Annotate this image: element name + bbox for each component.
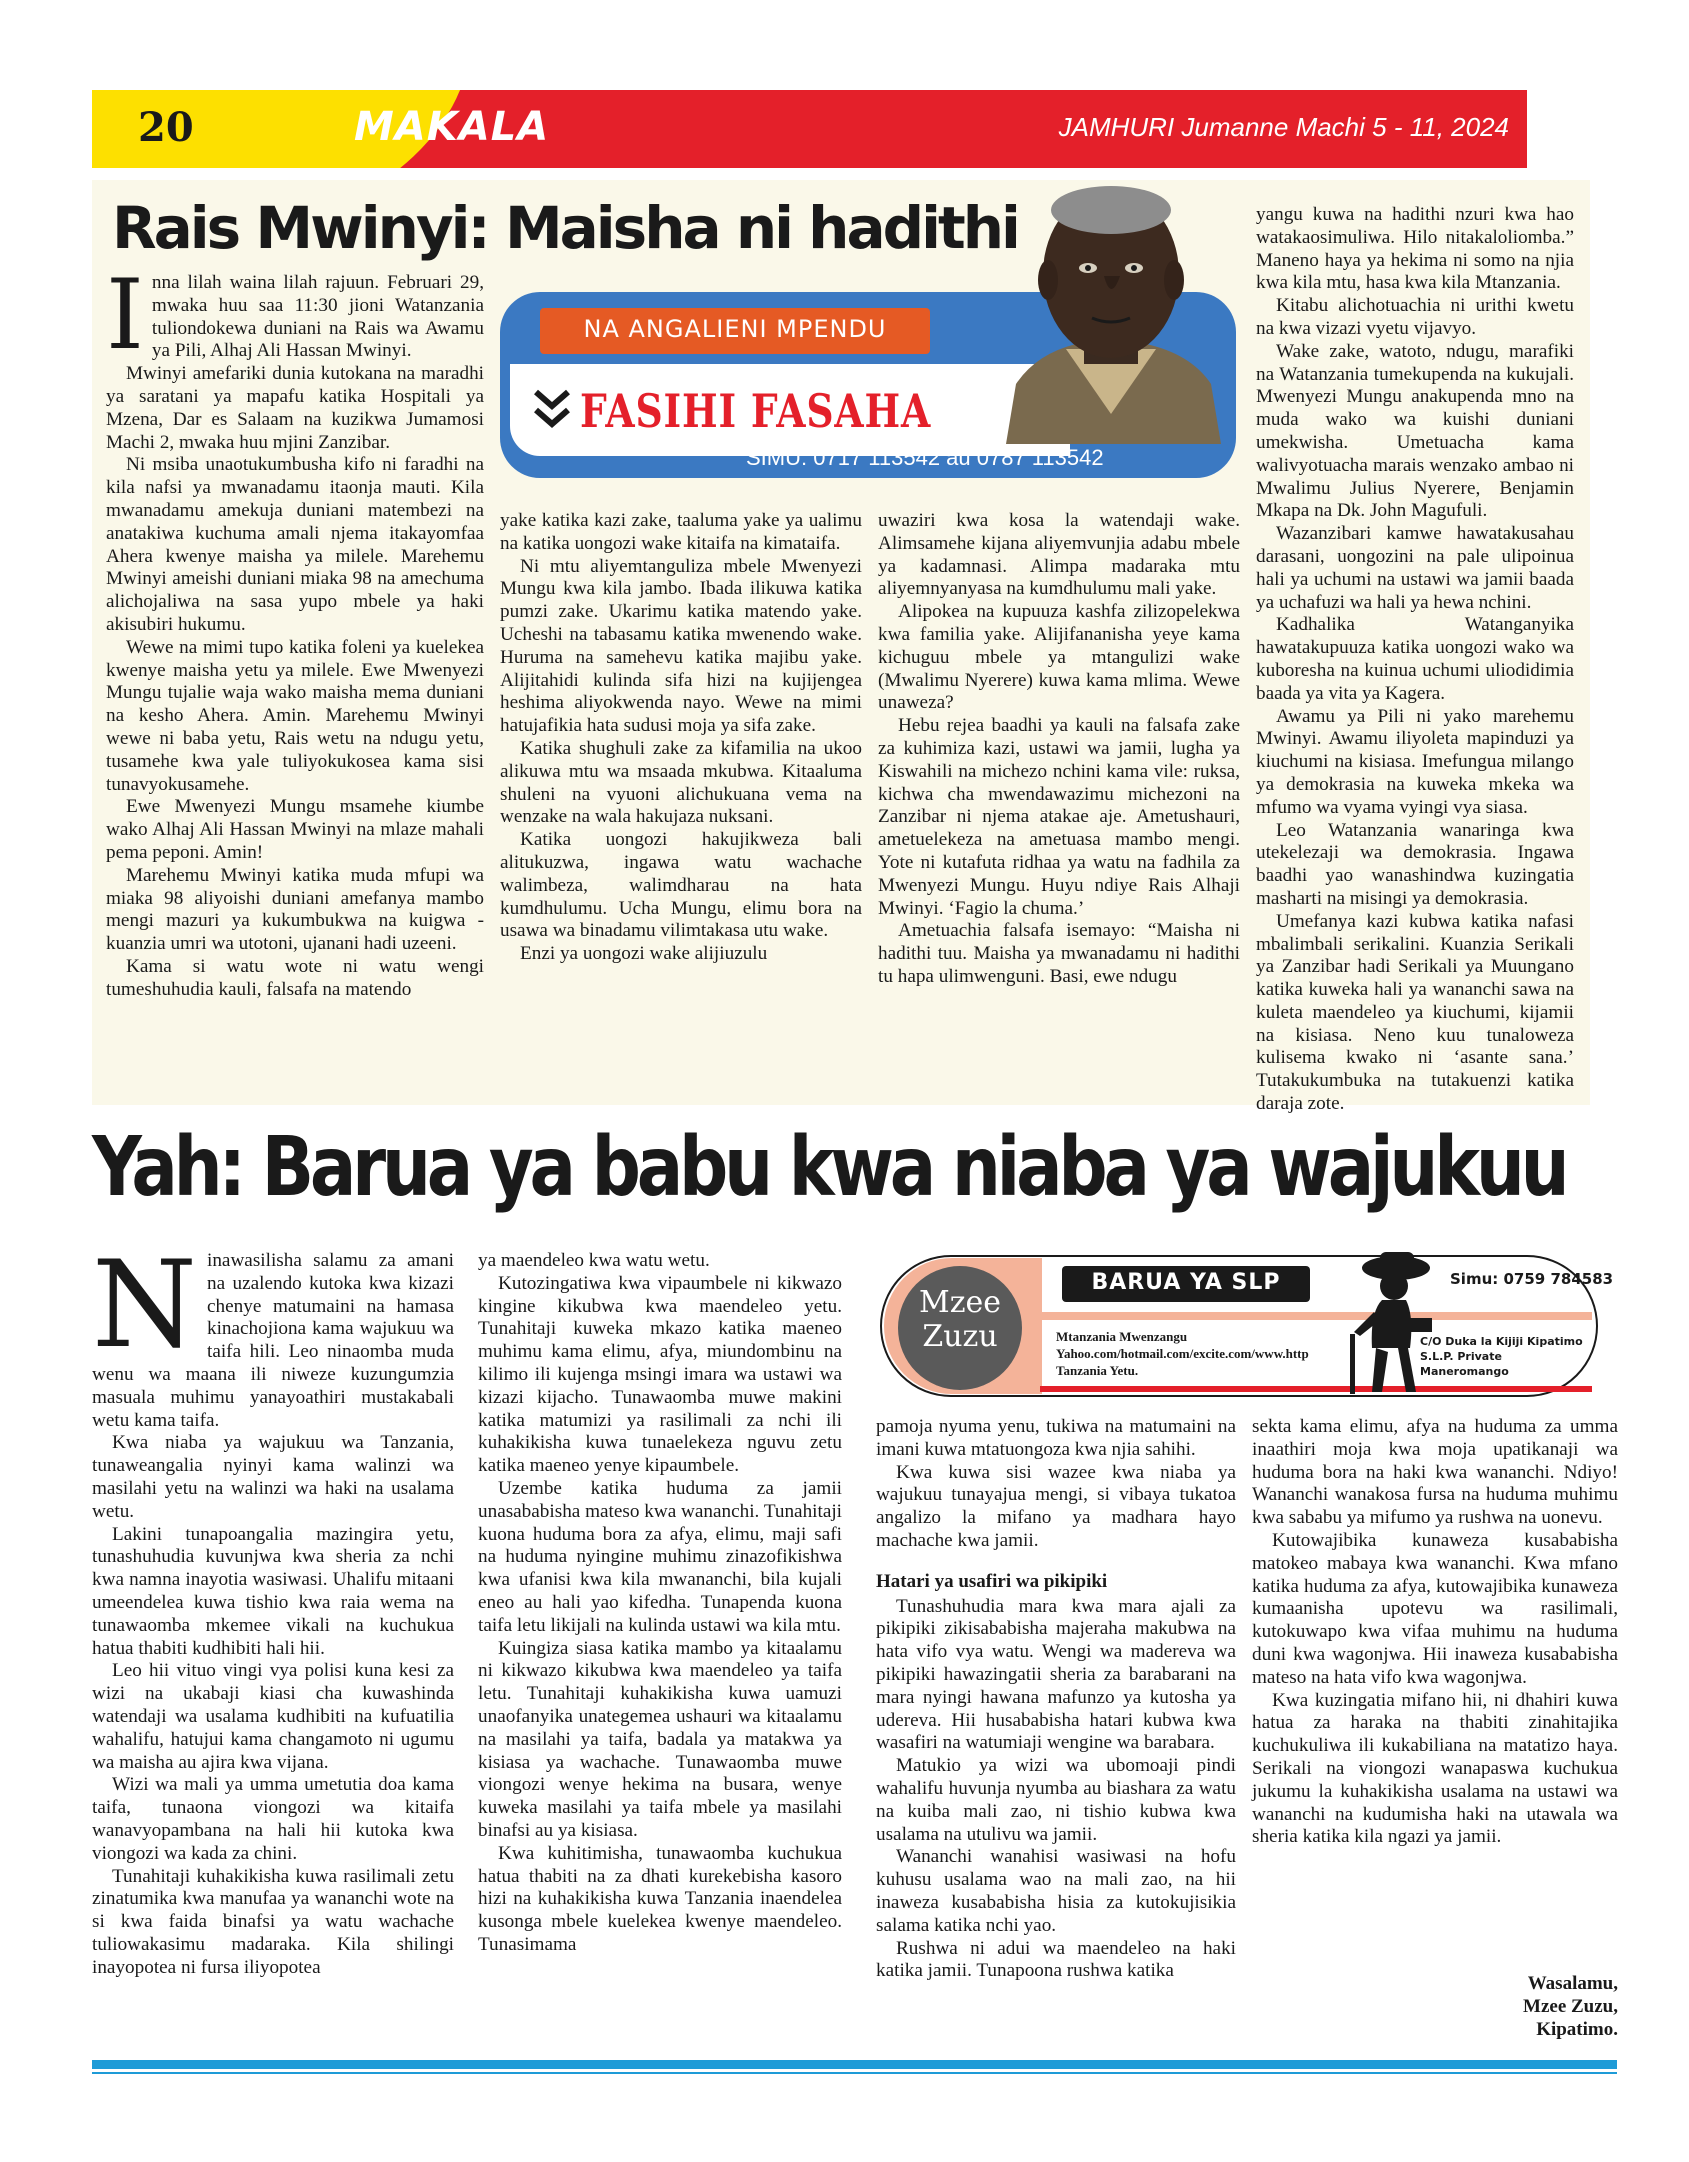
paragraph: Wizi wa mali ya umma umetutia doa kama taifa, tunaona viongozi wa kitaifa wanavyopambana na hali hii kutoka kwa viongozi wa kada za chini. <box>92 1774 454 1864</box>
paragraph: uwaziri kwa kosa la watendaji wake. Alimsamehe kijana aliyemvunjia adabu mbele ya kadamnasi. Alimpa madaraka mtu aliyemnyanyasa na kumdhulumu mali yake. <box>878 510 1240 600</box>
slp-address-right <box>1420 1334 1583 1379</box>
byline-box <box>540 308 930 354</box>
address-line: C/O Duka la Kijiji Kipatimo <box>1420 1335 1583 1348</box>
paragraph: Uzembe katika huduma za jamii unasababisha mateso kwa wananchi. Tunahitaji kuona huduma bora za afya, elimu, maji safi na huduma nyingine muhimu zinazofikishwa kwa ufanisi kwa kila mwananchi, bila kujali eneo au hali yao kifedha. Tunapenda kuona taifa letu likijali na kulinda ustawi wa kila mtu. <box>478 1477 842 1636</box>
column-name: FASIHI FASAHA <box>580 384 932 438</box>
paragraph: Leo hii vituo vingi vya polisi kuna kesi za wizi na ukabaji kiasi cha kuwashinda watendaji wa usalama kudhibiti na kufuatilia wahalifu, hatujui kama changamoto ni ugumu wa maisha au ajira kwa vijana. <box>92 1660 454 1773</box>
signoff-line: Kipatimo. <box>1536 2019 1618 2040</box>
paragraph: Umefanya kazi kubwa katika nafasi mbalimbali serikalini. Kuanzia Serikali ya Zanzibar hadi Serikali ya Muungano katika kuweka hali ya wananchi sawa na kuleta maendeleo ya kiuchumi, kijamii na kisiasa. Neno kuu tunaloweza kulisema kwako ni ‘asante sana.’ Tutakukumbuka na tutakuenzi katika daraja zote. <box>1256 910 1574 1115</box>
paragraph: pamoja nyuma yenu, tukiwa na matumaini na imani kuwa mtatuongoza kwa njia sahihi. <box>876 1416 1236 1460</box>
paragraph: Ni msiba unaotukumbusha kifo ni faradhi na kila nafsi ya mwanadamu itaonja mauti. Kila mwanadamu amekuja duniani matembezi na anatakiwa kuchuma amali njema itakayomfaa Ahera kwenye maisha ya milele. Marehemu Mwinyi ameishi duniani miaka 98 na amechuma alichojaliwa na sasa yupo mbele ya haki akisubiri hukumu. <box>106 454 484 635</box>
drop-cap: I <box>106 259 144 371</box>
article-column-2 <box>500 510 862 966</box>
address-line: Maneromango <box>1420 1365 1509 1378</box>
paragraph: Rushwa ni adui wa maendeleo na haki katika jamii. Tunapoona rushwa katika <box>876 1937 1236 1982</box>
signoff-line: Wasalamu, <box>1527 1973 1618 1994</box>
paragraph: Kwa kuwa sisi wazee kwa niaba ya wajukuu tunayajua mengi, si vibaya tukatoa angalizo la mifano ya madhara hayo machache kwa jamii. <box>876 1461 1236 1551</box>
subheading: Hatari ya usafiri wa pikipiki <box>876 1570 1108 1592</box>
signoff <box>1440 1972 1618 2041</box>
paragraph: Alipokea na kupuuza kashfa zilizopelekwa kwa familia yake. Alijifananisha yeye kama kichuguu mbele ya mtangulizi wake (Mwalimu Nyerere) kuwa kama mlima. Wewe unaweza? <box>878 601 1240 714</box>
article-headline: Rais Mwinyi: Maisha ni hadithi <box>112 194 1018 262</box>
article-rais-mwinyi <box>92 180 1590 1115</box>
chevron-down-icon <box>534 388 570 432</box>
signoff-line: Mzee Zuzu, <box>1523 1996 1618 2017</box>
article-column-1 <box>106 259 484 1002</box>
paragraph: Katika uongozi hakujikweza bali alitukuzwa, ingawa watu wachache walimbeza, walimdharau na hata kumdhulumu. Ucha Mungu, elimu bora na usawa wa binadamu vilimtakasa utu wake. <box>500 829 862 942</box>
paragraph: Kwa niaba ya wajukuu wa Tanzania, tunaweangalia nyinyi kama walinzi wa masilahi yetu na walinzi wa haki na usalama wetu. <box>92 1432 454 1522</box>
paragraph: Kutowajibika kunaweza kusababisha matokeo mabaya kwa wananchi. Kwa mfano katika huduma za afya, kutowajibika kunaweza kumaanisha upotevu wa rasilimali, kutokuwapo kwa vifaa muhimu na huduma duni kwa wagonjwa. Hii inaweza kusababisha mateso na hata vifo kwa wagonjwa. <box>1252 1529 1618 1688</box>
paragraph: Kadhalika Watanganyika hawatakupuuza katika uongozi wako wa kuboresha na kuinua uchumi uliodidimia baada ya vita ya Kagera. <box>1256 614 1574 704</box>
mzee-line-1: Mzee <box>918 1285 1002 1320</box>
paragraph: Kutozingatiwa kwa vipaumbele ni kikwazo kingine kikubwa kwa maendeleo yetu. Tunahitaji kuweka mkazo katika maeneo muhimu kama elimu, afya, miundombinu na kilimo ili kujenga msingi imara wa ustawi wa kizazi kijacho. Tunawaomba muwe makini katika matumizi ya rasilimali za nchi ili kuhakikisha kuwa tunaelekeza nguvu zetu katika maeneo yenye kipaumbele. <box>478 1272 842 1477</box>
paragraph: inawasilisha salamu za amani na uzalendo kutoka kwa kizazi chenye matumaini na hamasa kinachojiona kama wajukuu wa taifa hili. Leo ninaomba muda wenu wa maana ili niweze kuzungumzia masuala muhimu yanayoathiri mustakabali wetu kama taifa. <box>92 1250 454 1431</box>
paragraph: Katika shughuli zake za kifamilia na ukoo alikuwa mtu wa msaada mkubwa. Kitaaluma shuleni na vyuoni alichukuana vema na wenzake na wala hakujaza nuksani. <box>500 737 862 828</box>
paragraph: Ni mtu aliyemtanguliza mbele Mwenyezi Mungu kwa kila jambo. Ibada ilikuwa katika pumzi zake. Ukarimu katika matendo yake. Ucheshi na tabasamu katika mwenendo wake. Huruma na samehevu katika majibu yake. Alijitahidi kulinda sifa hizi na kujijengea heshima aliyokwenda nayo. Wewe na mimi hatujafikia hata sudusi moja ya sifa zake. <box>500 555 862 737</box>
dateline: JAMHURI Jumanne Machi 5 - 11, 2024 <box>1058 112 1509 142</box>
paragraph: Kitabu alichotuachia ni urithi kwetu na kwa vizazi vyetu vijavyo. <box>1256 295 1574 339</box>
footer-rule-thin <box>92 2072 1617 2074</box>
paragraph: sekta kama elimu, afya na huduma za umma inaathiri moja kwa moja upatikanaji wa huduma bora na haki kwa wananchi. Ndiyo! Wananchi wanakosa fursa na huduma muhimu kwa sababu ya mifumo ya rushwa na uonevu. <box>1252 1416 1618 1529</box>
address-line: S.L.P. Private <box>1420 1350 1502 1363</box>
paragraph: Wazanzibari kamwe hawatakusahau darasani, uongozini na pale ulipoinua hali ya uchumi na ustawi wa jamii baada ya uchafuzi wa hali ya hewa nchini. <box>1256 523 1574 613</box>
page-header <box>92 90 1527 168</box>
address-line: Yahoo.com/hotmail.com/excite.com/www.http <box>1056 1346 1309 1361</box>
paragraph: Tunahitaji kuhakikisha kuwa rasilimali zetu zinatumika kwa manufaa ya wananchi wote na si kwa faida binafsi ya watu wachache tuliowakasimu madaraka. Kila shilingi inayopotea ni fursa iliyopotea <box>92 1865 454 1978</box>
mzee-zuzu-label <box>898 1286 1022 1354</box>
paragraph: Marehemu Mwinyi katika muda mfupi wa miaka 98 aliyoishi duniani amefanya mambo mengi mazuri ya kukumbukwa na kuigwa - kuanzia umri wa utotoni, ujanani hadi uzeeni. <box>106 864 484 955</box>
page-number: 20 <box>138 104 194 151</box>
paragraph: Leo Watanzania wanaringa kwa utekelezaji wa demokrasia. Ingawa baadhi yao wanashindwa kuzingatia masharti na misingi ya demokrasia. <box>1256 819 1574 909</box>
paragraph: Lakini tunapoangalia mazingira yetu, tunashuhudia kuvunjwa kwa sheria za nchi kwa namna inayotia wasiwasi. Uhalifu mitaani umeendelea kuwa tishio kwa raia wema na tunawaomba mkemee vikali na kuchukua hatua thabiti kudhibiti hali hii. <box>92 1523 454 1659</box>
paragraph: Wananchi wanahisi wasiwasi na hofu kuhusu usalama wao na mali zao, na hii inaweza kusababisha hisia za kutokujisikia salama katika nchi yao. <box>876 1846 1236 1936</box>
article-column-4 <box>1256 204 1574 1116</box>
paragraph: Wewe na mimi tupo katika foleni ya kuelekea kwenye maisha yetu ya milele. Ewe Mwenyezi Mungu tujalie waja wako maisha mema duniani na kesho Ahera. Amin. Marehemu Mwinyi wewe ni baba yetu, Rais wetu na ndugu yetu, tusamehe kwa yale tuliyokukosea kama sisi tunavyokusamehe. <box>106 636 484 795</box>
article2-column-2 <box>478 1250 842 1957</box>
barua-ya-slp-box <box>880 1252 1614 1400</box>
paragraph: Ametuachia falsafa isemayo: “Maisha ni hadithi tuu. Maisha ya mwanadamu ni hadithi tu hapa ulimwenguni. Basi, ewe ndugu <box>878 920 1240 987</box>
paragraph: yangu kuwa na hadithi nzuri kwa hao watakaosimuliwa. Hilo nitakaloliomba.” Maneno haya ya hekima ni somo na njia kwa kila mtu, hasa kwa kila Mtanzania. <box>1256 204 1574 294</box>
slp-address-left <box>1056 1328 1309 1379</box>
columnist-portrait-image <box>996 184 1226 444</box>
paragraph: Matukio ya wizi wa ubomoaji pindi wahalifu huvunja nyumba au biashara za watu na kuiba mali zao, ni tishio kubwa kwa usalama na utulivu wa jamii. <box>876 1755 1236 1845</box>
paragraph: Tunashuhudia mara kwa mara ajali za pikipiki zikisababisha majeraha makubwa na hata vifo vya watu. Wengi wa madereva wa pikipiki hawazingatii sheria za barabarani na mara nyingi hawana mafunzo ya kutosha ya udereva. Hii husababisha hatari kubwa kwa wasafiri na watumiaji wengine wa barabara. <box>876 1595 1236 1754</box>
byline: NA ANGALIENI MPENDU <box>583 315 887 343</box>
paragraph: Enzi ya uongozi wake alijiuzulu <box>520 943 768 965</box>
paragraph: Kwa kuhitimisha, tunawaomba kuchukua hatua thabiti na za dhati kurekebisha kasoro hizi na kuhakikisha kuwa Tanzania inaendelea kusonga mbele kuelekea kwenye maendeleo. Tunasimama <box>478 1842 842 1955</box>
slp-phone: Simu: 0759 784583 <box>1450 1270 1614 1288</box>
paragraph: Awamu ya Pili ni yako marehemu Mwinyi. Awamu iliyoleta mapinduzi ya kiuchumi na kisiasa. Imefungua milango ya demokrasia na kuweka mkeka wa mfumo wa vyama vyingi vya siasa. <box>1256 705 1574 818</box>
address-line: Mtanzania Mwenzangu <box>1056 1329 1188 1344</box>
paragraph: nna lilah waina lilah rajuun. Februari 29, mwaka huu saa 11:30 jioni Watanzania tuliondokewa duniani na Rais wa Awamu ya Pili, Alhaj Ali Hassan Mwinyi. <box>151 272 484 362</box>
paragraph: Wake zake, watoto, ndugu, marafiki na Watanzania tumekupenda na kukujali. Mwenyezi Mungu anakupenda mno na muda wako wa kuishi duniani umekwisha. Umetuacha kama walivyotuacha marais wenzako ambao ni Mwalimu Julius Nyerere, Benjamin Mkapa na Dk. John Magufuli. <box>1256 340 1574 522</box>
article-headline: Yah: Barua ya babu kwa niaba ya wajukuu <box>92 1120 1566 1215</box>
section-title: MAKALA <box>354 104 550 150</box>
slp-title: BARUA YA SLP <box>1091 1270 1281 1295</box>
paragraph: ya maendeleo kwa watu wetu. <box>478 1250 710 1271</box>
paragraph: Kwa kuzingatia mifano hii, ni dhahiri kuwa hatua za haraka na thabiti zinahitajika kuchukuliwa ili kukabiliana na matatizo haya. Serikali na viongozi wanapaswa kuchukua jukumu la kuhakikisha usalama na ustawi wa wananchi na kudumisha haki na utawala wa sheria katika kila ngazi ya jamii. <box>1252 1689 1618 1848</box>
article2-column-1 <box>92 1236 454 1980</box>
columnist-phone: SIMU: 0717 113542 au 0787 113542 <box>746 445 1104 470</box>
paragraph: Ewe Mwenyezi Mungu msamehe kiumbe wako Alhaj Ali Hassan Mwinyi na mlaze mahali pema peponi. Amin! <box>106 796 484 863</box>
footer-rule <box>92 2060 1617 2069</box>
article-column-3 <box>878 510 1240 989</box>
mzee-line-2: Zuzu <box>922 1319 998 1354</box>
slp-title-box <box>1062 1266 1310 1302</box>
article2-column-4 <box>1252 1416 1618 1849</box>
drop-cap: N <box>92 1236 197 1375</box>
article2-column-3 <box>876 1416 1236 1983</box>
paragraph: Mwinyi amefariki dunia kutokana na maradhi ya saratani ya mapafu katika Hospitali ya Mzena, Dar es Salaam na kuzikwa Jumamosi Machi 2, mwaka huu mjini Zanzibar. <box>106 363 484 453</box>
paragraph: yake katika kazi zake, taaluma yake ya ualimu na katika uongozi wake kitaifa na kimataifa. <box>500 510 862 554</box>
paragraph: Kuingiza siasa katika mambo ya kitaalamu ni kikwazo kikubwa kwa maendeleo ya taifa letu. Tunahitaji kuhakikisha kuwa uamuzi unaofanyika unategemea ushauri wa kitaalamu na masilahi ya taifa, badala ya matakwa ya kisiasa ya wachache. Tunawaomba muwe viongozi wenye hekima na busara, wenye kuweka masilahi ya taifa mbele ya masilahi binafsi au ya kisiasa. <box>478 1637 842 1841</box>
address-line: Tanzania Yetu. <box>1056 1363 1139 1378</box>
paragraph: Hebu rejea baadhi ya kauli na falsafa zake za kuhimiza kazi, ustawi wa jamii, lugha ya Kiswahili na michezo nchini kama vile: ruksa, kichwa cha mwendawazimu michezoni na Zanzibar ni njema atakae aje. Ametushauri, ametuelekeza na ametuasa mambo mengi. Yote ni kutafuta ridhaa ya watu na fadhila za Mwenyezi Mungu. Huyu ndiye Rais Alhaji Mwinyi. ‘Fagio la chuma.’ <box>878 715 1240 919</box>
paragraph: Kama si watu wote ni watu wengi tumeshuhudia kauli, falsafa na matendo <box>106 955 484 1000</box>
